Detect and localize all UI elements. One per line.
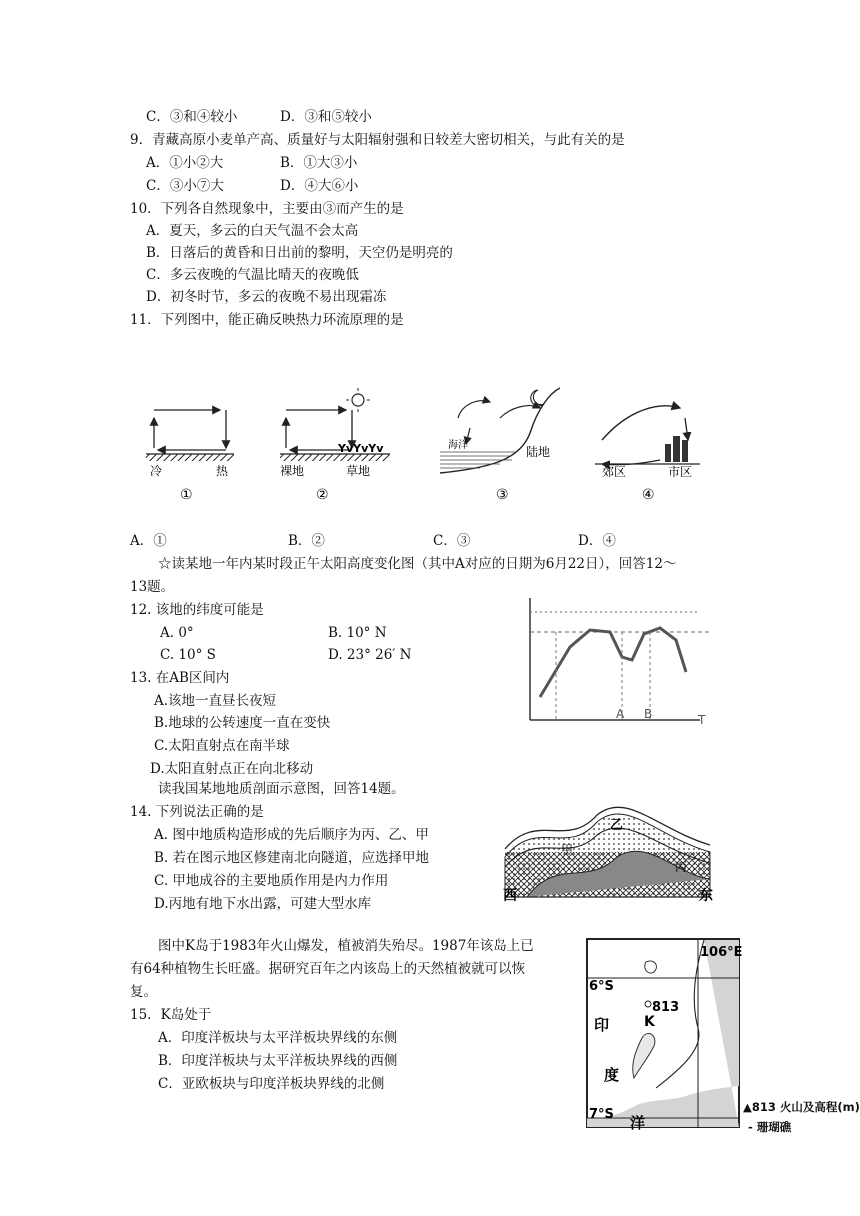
map-label-height: 813 — [652, 1000, 680, 1015]
q11-stem: 11．下列图中，能正确反映热力环流原理的是 — [130, 312, 404, 328]
q10-stem: 10．下列各自然现象中，主要由③而产生的是 — [130, 201, 404, 217]
intro-12-13-line1: ☆读某地一年内某时段正午太阳高度变化图（其中A对应的日期为6月22日），回答12～ — [158, 556, 677, 572]
panel-3-sea-label: 海洋 — [448, 440, 468, 451]
q14-stem: 14. 下列说法正确的是 — [130, 804, 264, 820]
intro-12-13-line2: 13题。 — [130, 579, 175, 595]
q15-option-b: B．印度洋板块与太平洋板块界线的西侧 — [158, 1053, 398, 1069]
map-legend-reef: - 珊瑚礁 — [748, 1120, 792, 1134]
q15-option-c: C．亚欧板块与印度洋板块界线的北侧 — [158, 1076, 385, 1092]
panel-1 — [146, 410, 234, 503]
chart-label-a: A — [616, 707, 625, 721]
q11-option-b: B．② — [288, 533, 325, 549]
panel-1-number: ① — [180, 487, 193, 503]
q12-stem: 12. 该地的纬度可能是 — [130, 602, 264, 618]
panel-3-land-label: 陆地 — [526, 445, 551, 459]
q14-option-d: D.丙地有地下水出露，可建大型水库 — [154, 896, 372, 912]
panel-3 — [440, 388, 560, 503]
q11-option-c: C．③ — [433, 533, 471, 549]
q9-option-d: D．④大⑥小 — [280, 178, 359, 194]
q10-option-a: A．夏天，多云的白天气温不会太高 — [146, 223, 359, 239]
map-label-lon: 106°E — [700, 945, 743, 960]
panel-4-right-label: 市区 — [668, 465, 693, 479]
q12-option-c: C. 10° S — [160, 647, 216, 663]
q12-option-a: A. 0° — [160, 625, 194, 641]
q15-option-a: A．印度洋板块与太平洋板块界线的东侧 — [158, 1030, 398, 1046]
panel-2-right-label: 草地 — [346, 464, 371, 478]
thermal-circulation-figure — [140, 378, 720, 508]
geo-label-west: 西 — [503, 888, 517, 904]
map-label-lat-bottom: 7°S — [589, 1107, 614, 1122]
moon-icon — [531, 390, 544, 406]
map-label-yang: 洋 — [630, 1114, 646, 1132]
panel-4-left-label: 郊区 — [602, 465, 627, 479]
map-legend-volcano: ▲813 火山及高程(m) — [743, 1100, 860, 1114]
panel-2 — [280, 388, 390, 503]
geo-label-jia: 甲 — [561, 843, 574, 857]
map-label-k: K — [644, 1014, 655, 1030]
q9-stem: 9．青藏高原小麦单产高、质量好与太阳辐射强和日较差大密切相关，与此有关的是 — [130, 132, 625, 148]
intro-15-line2: 有64种植物生长旺盛。据研究百年之内该岛上的天然植被就可以恢 — [130, 961, 526, 977]
q9-option-c: C．③小⑦大 — [146, 178, 224, 194]
panel-3-number: ③ — [496, 487, 509, 503]
q9-option-a: A．①小②大 — [146, 155, 224, 171]
panel-2-left-label: 裸地 — [280, 464, 305, 478]
panel-1-right-label: 热 — [216, 464, 229, 478]
grass-symbols: YvYvYv — [338, 442, 384, 455]
q14-option-a: A. 图中地质构造形成的先后顺序为丙、乙、甲 — [154, 827, 429, 843]
map-label-lat-top: 6°S — [589, 979, 614, 994]
map-label-yin: 印 — [594, 1016, 610, 1034]
q13-option-d: D.太阳直射点正在向北移动 — [150, 761, 314, 777]
geology-profile — [497, 797, 715, 905]
panel-2-number: ② — [316, 487, 329, 503]
q8-option-d: D．③和⑤较小 — [280, 109, 372, 125]
sun-icon — [346, 388, 370, 412]
q10-option-b: B．日落后的黄昏和日出前的黎明，天空仍是明亮的 — [146, 245, 453, 261]
panel-4 — [595, 406, 700, 503]
q14-option-c: C. 甲地成谷的主要地质作用是内力作用 — [154, 873, 389, 889]
panel-1-left-label: 冷 — [150, 464, 163, 478]
q14-option-b: B. 若在图示地区修建南北向隧道，应选择甲地 — [154, 850, 430, 866]
q10-option-c: C．多云夜晚的气温比晴天的夜晚低 — [146, 267, 359, 283]
q12-option-b: B. 10° N — [328, 625, 387, 641]
intro-15-line1: 图中K岛于1983年火山爆发，植被消失殆尽。1987年该岛上已 — [158, 938, 534, 954]
map-label-du: 度 — [604, 1066, 620, 1084]
q11-option-d: D．④ — [578, 533, 616, 549]
geo-label-east: 东 — [699, 888, 713, 904]
intro-15-line3: 复。 — [130, 984, 157, 1000]
intro-14: 读我国某地地质剖面示意图，回答14题。 — [158, 781, 405, 797]
chart-label-t: T — [698, 713, 706, 727]
q10-option-d: D．初冬时节，多云的夜晚不易出现霜冻 — [146, 289, 387, 305]
chart-label-b: B — [644, 707, 653, 721]
q13-option-a: A.该地一直昼长夜短 — [154, 693, 277, 709]
geo-label-bing: 丙 — [675, 860, 688, 874]
q13-option-b: B.地球的公转速度一直在变快 — [154, 715, 331, 731]
q15-stem: 15．K岛处于 — [130, 1007, 212, 1023]
q12-option-d: D. 23° 26′ N — [328, 647, 412, 663]
q9-option-b: B．①大③小 — [280, 155, 358, 171]
q13-option-c: C.太阳直射点在南半球 — [154, 738, 290, 754]
panel-4-number: ④ — [642, 487, 655, 503]
q11-option-a: A．① — [130, 533, 167, 549]
island-map — [586, 938, 746, 1133]
geo-label-yi: 乙 — [610, 818, 624, 833]
q13-stem: 13. 在AB区间内 — [130, 670, 230, 686]
q8-option-c: C．③和④较小 — [146, 109, 238, 125]
noon-sun-altitude-chart — [500, 592, 718, 738]
